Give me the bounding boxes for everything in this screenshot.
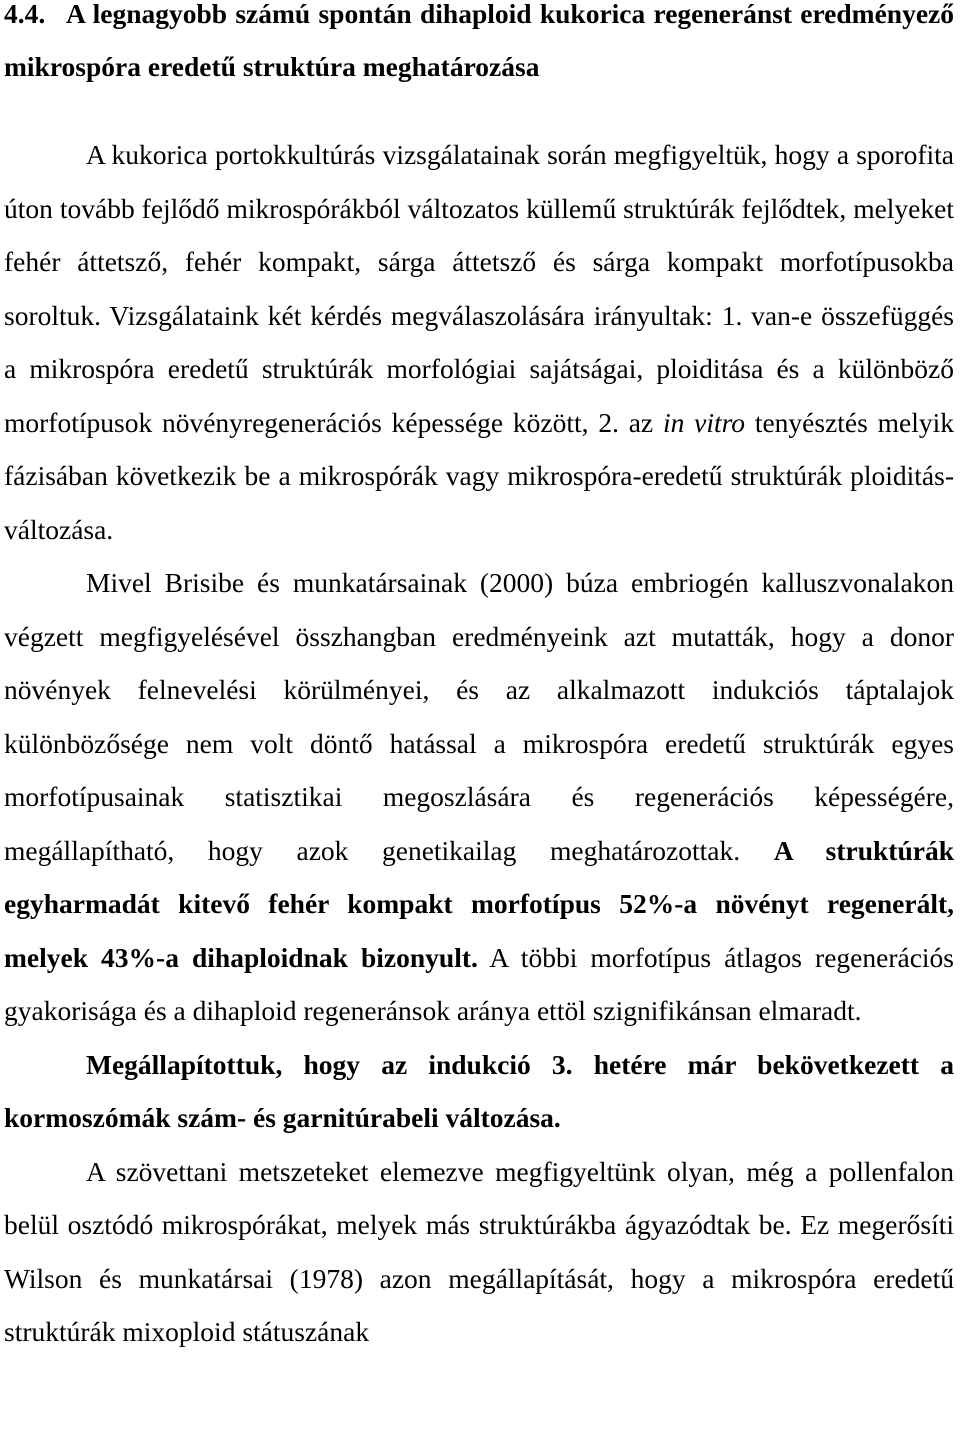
paragraph-3-bold: Megállapítottuk, hogy az indukció 3. hetére már bekövetkezett a kormoszómák szám- és garnitúrabeli változása. xyxy=(4,1048,954,1133)
section-title: A legnagyobb számú spontán dihaploid kukorica regeneránst eredményező mikrospóra eredetű struktúra meghatározása xyxy=(4,0,954,82)
paragraph-4 xyxy=(4,1145,954,1359)
paragraph-1-text-a: A kukorica portokkultúrás vizsgálatainak során megfigyeltük, hogy a sporofita úton tovább fejlődő mikrospórákból változatos küllemű struktúrák fejlődtek, melyeket fehér áttetsző, fehér kompakt, sárga áttetsző és sárga kompakt morfotípusokba soroltuk. Vizsgálataink két kérdés megválaszolására irányultak: 1. van-e összefüggés a mikrospóra eredetű struktúrák morfológiai sajátságai, ploiditása és a különböző morfotípusok növényregenerációs képessége között, 2. az xyxy=(4,139,954,438)
paragraph-2-text-b: A többi morfotípus átlagos regenerációs gyakorisága és a dihaploid regeneránsok aránya ettöl szignifikánsan elmaradt. xyxy=(4,941,954,1026)
section-number: 4.4. xyxy=(4,0,46,29)
paragraph-1 xyxy=(4,128,954,556)
paragraph-1-italic: in vitro xyxy=(662,406,746,438)
section-heading xyxy=(4,0,954,93)
paragraph-2-bold: A struktúrák egyharmadát kitevő fehér kompakt morfotípus 52%-a növényt regenerált, melyek 43%-a dihaploidnak bizonyult. xyxy=(4,834,954,973)
document-page xyxy=(4,0,954,1359)
paragraph-4-text: A szövettani metszeteket elemezve megfigyeltünk olyan, még a pollenfalon belül osztódó mikrospórákat, melyek más struktúrákba ágyazódtak be. Ez megerősíti Wilson és munkatársai (1978) azon megállapítását, hogy a mikrospóra eredetű struktúrák mixoploid státuszának xyxy=(4,1155,954,1347)
paragraph-3 xyxy=(4,1038,954,1145)
paragraph-2 xyxy=(4,556,954,1038)
paragraph-2-text-a: Mivel Brisibe és munkatársainak (2000) búza embriogén kalluszvonalakon végzett megfigyelésével összhangban eredményeink azt mutatták, hogy a donor növények felnevelési körülményei, és az alkalmazott indukciós táptalajok különbözősége nem volt döntő hatással a mikrospóra eredetű struktúrák egyes morfotípusainak statisztikai megoszlására és regenerációs képességére, megállapítható, hogy azok genetikailag meghatározottak. xyxy=(4,567,954,866)
paragraph-1-text-b: tenyésztés melyik fázisában következik be a mikrospórák vagy mikrospóra-eredetű struktúrák ploiditás-változása. xyxy=(4,406,955,545)
